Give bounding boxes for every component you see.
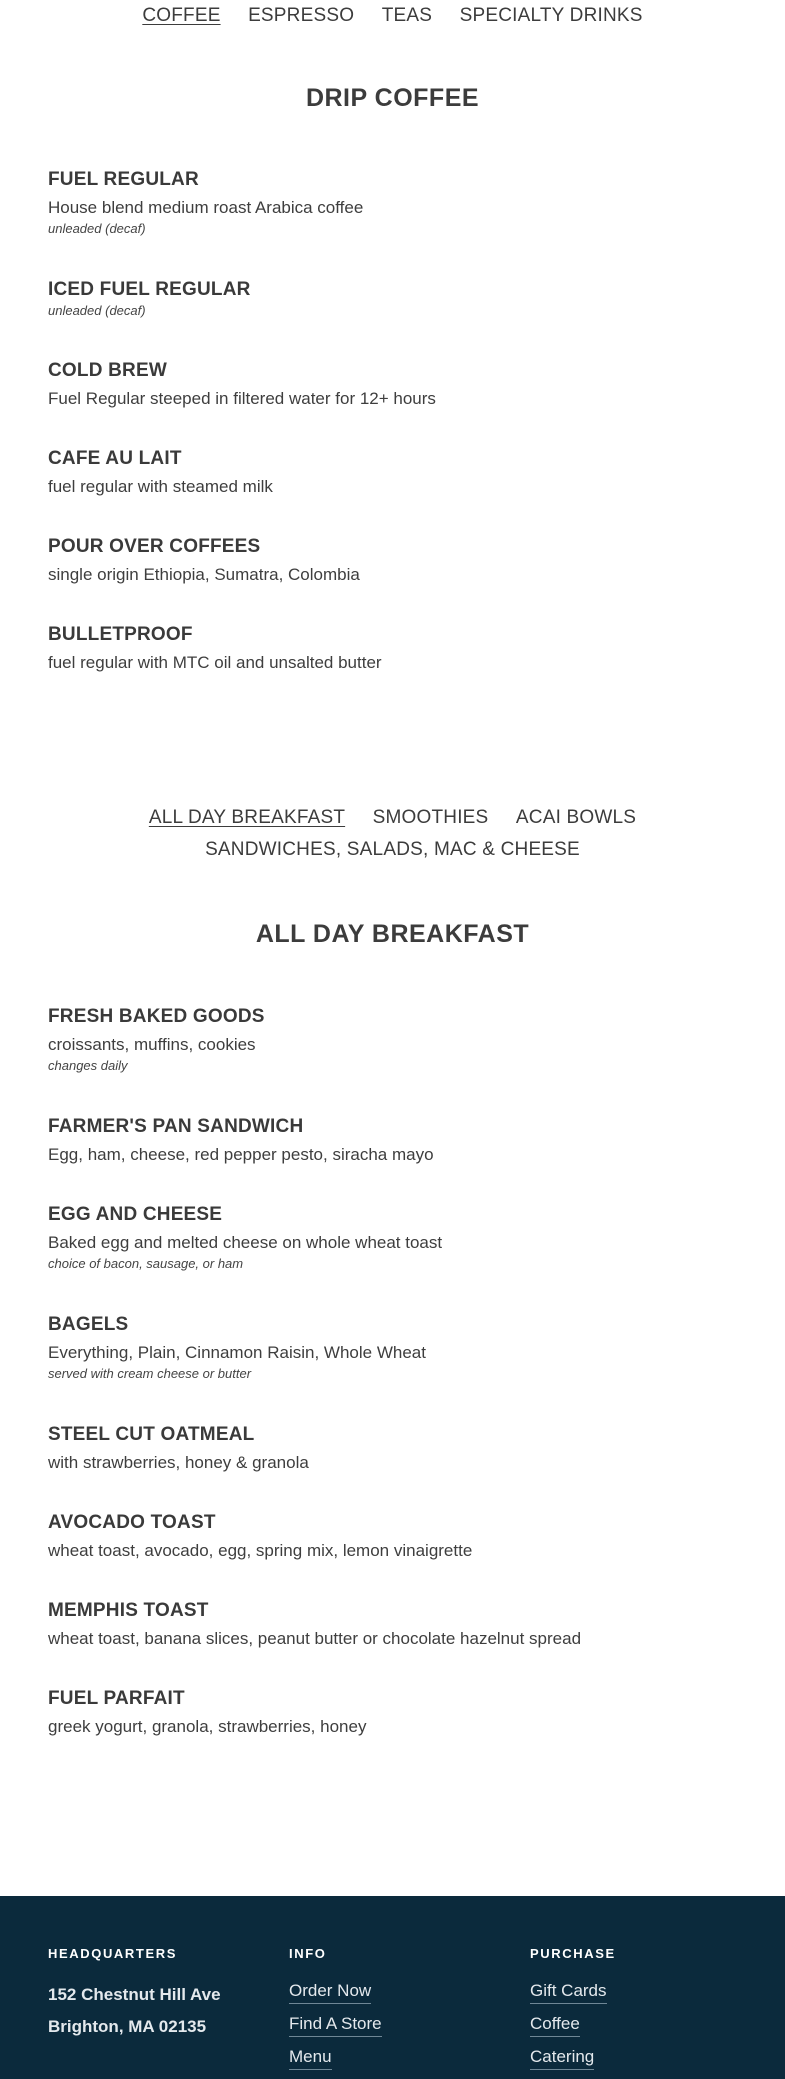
menu-item — [48, 623, 748, 675]
address-line-city: Brighton, MA 02135 — [48, 2017, 207, 2036]
menu-item-description: Everything, Plain, Cinnamon Raisin, Whole Wheat — [48, 1343, 426, 1362]
menu-item-name: ICED FUEL REGULAR — [48, 279, 251, 300]
menu-item-note: unleaded (decaf) — [48, 221, 146, 236]
gift-cards-link[interactable]: Gift Cards — [530, 1979, 607, 2004]
tab-teas[interactable]: TEAS — [381, 5, 433, 26]
footer-heading-headquarters: HEADQUARTERS — [48, 1946, 177, 1961]
order-now-link[interactable]: Order Now — [289, 1979, 371, 2004]
menu-item-name: BULLETPROOF — [48, 624, 193, 645]
footer-heading-info: INFO — [289, 1946, 327, 1961]
menu-item-name: FUEL REGULAR — [48, 169, 199, 190]
menu-item-name: BAGELS — [48, 1314, 129, 1335]
menu-item-name: EGG AND CHEESE — [48, 1204, 223, 1225]
menu-item-name: POUR OVER COFFEES — [48, 536, 261, 557]
menu-item-description: House blend medium roast Arabica coffee — [48, 198, 364, 217]
footer-heading-purchase: PURCHASE — [530, 1946, 616, 1961]
menu-item — [48, 1313, 748, 1382]
menu-item — [48, 1115, 748, 1167]
tab-smoothies[interactable]: SMOOTHIES — [372, 807, 489, 828]
menu-item — [48, 168, 748, 237]
menu-item-name: COLD BREW — [48, 360, 167, 381]
menu-item — [48, 1203, 748, 1272]
catering-link[interactable]: Catering — [530, 2045, 594, 2070]
menu-item — [48, 1005, 748, 1074]
site-footer — [0, 1896, 785, 2079]
menu-item — [48, 359, 748, 411]
drip-coffee-title: DRIP COFFEE — [305, 84, 480, 112]
menu-item-note: unleaded (decaf) — [48, 303, 146, 318]
menu-item-name: FARMER'S PAN SANDWICH — [48, 1116, 304, 1137]
menu-item — [48, 1511, 748, 1563]
find-a-store-link[interactable]: Find A Store — [289, 2012, 382, 2037]
menu-item-description: fuel regular with steamed milk — [48, 477, 273, 496]
tab-specialty-drinks[interactable]: SPECIALTY DRINKS — [459, 5, 643, 26]
menu-item-name: AVOCADO TOAST — [48, 1512, 216, 1533]
menu-item-name: STEEL CUT OATMEAL — [48, 1424, 255, 1445]
menu-item-note: choice of bacon, sausage, or ham — [48, 1256, 244, 1271]
menu-item-name: FRESH BAKED GOODS — [48, 1006, 265, 1027]
tab-all-day-breakfast[interactable]: ALL DAY BREAKFAST — [148, 807, 346, 828]
menu-item — [48, 1423, 748, 1475]
menu-item-description: single origin Ethiopia, Sumatra, Colombia — [48, 565, 360, 584]
tab-espresso[interactable]: ESPRESSO — [248, 5, 355, 26]
menu-item — [48, 1687, 748, 1739]
all-day-breakfast-title: ALL DAY BREAKFAST — [255, 920, 530, 948]
footer-info — [289, 1946, 382, 2070]
coffee-link[interactable]: Coffee — [530, 2012, 580, 2037]
menu-item-description: Baked egg and melted cheese on whole wheat toast — [48, 1233, 443, 1252]
tab-coffee[interactable]: COFFEE — [142, 5, 221, 26]
menu-item — [48, 1599, 748, 1651]
menu-item-description: Fuel Regular steeped in filtered water for 12+ hours — [48, 389, 436, 408]
tab-sandwiches-salads-mac[interactable]: SANDWICHES, SALADS, MAC & CHEESE — [205, 839, 580, 860]
menu-item-note: changes daily — [48, 1058, 128, 1073]
footer-purchase — [530, 1946, 616, 2070]
menu-item-description: greek yogurt, granola, strawberries, honey — [48, 1717, 367, 1736]
menu-item-description: fuel regular with MTC oil and unsalted butter — [48, 653, 382, 672]
address-line-street: 152 Chestnut Hill Ave — [48, 1985, 221, 2004]
menu-item — [48, 447, 748, 499]
menu-item-description: wheat toast, avocado, egg, spring mix, lemon vinaigrette — [48, 1541, 473, 1560]
menu-item-name: FUEL PARFAIT — [48, 1688, 185, 1709]
menu-item — [48, 535, 748, 587]
tab-acai-bowls[interactable]: ACAI BOWLS — [515, 807, 637, 828]
coffee-category-tabs — [0, 0, 785, 32]
menu-item-description: Egg, ham, cheese, red pepper pesto, siracha mayo — [48, 1145, 434, 1164]
menu-item-description: wheat toast, banana slices, peanut butter or chocolate hazelnut spread — [48, 1629, 582, 1648]
menu-item-description: with strawberries, honey & granola — [48, 1453, 309, 1472]
food-category-tabs — [0, 802, 785, 866]
menu-item — [48, 278, 748, 319]
footer-headquarters — [48, 1946, 221, 2043]
menu-item-note: served with cream cheese or butter — [48, 1366, 252, 1381]
menu-item-description: croissants, muffins, cookies — [48, 1035, 256, 1054]
menu-item-name: MEMPHIS TOAST — [48, 1600, 209, 1621]
menu-item-name: CAFE AU LAIT — [48, 448, 182, 469]
menu-link[interactable]: Menu — [289, 2045, 332, 2070]
